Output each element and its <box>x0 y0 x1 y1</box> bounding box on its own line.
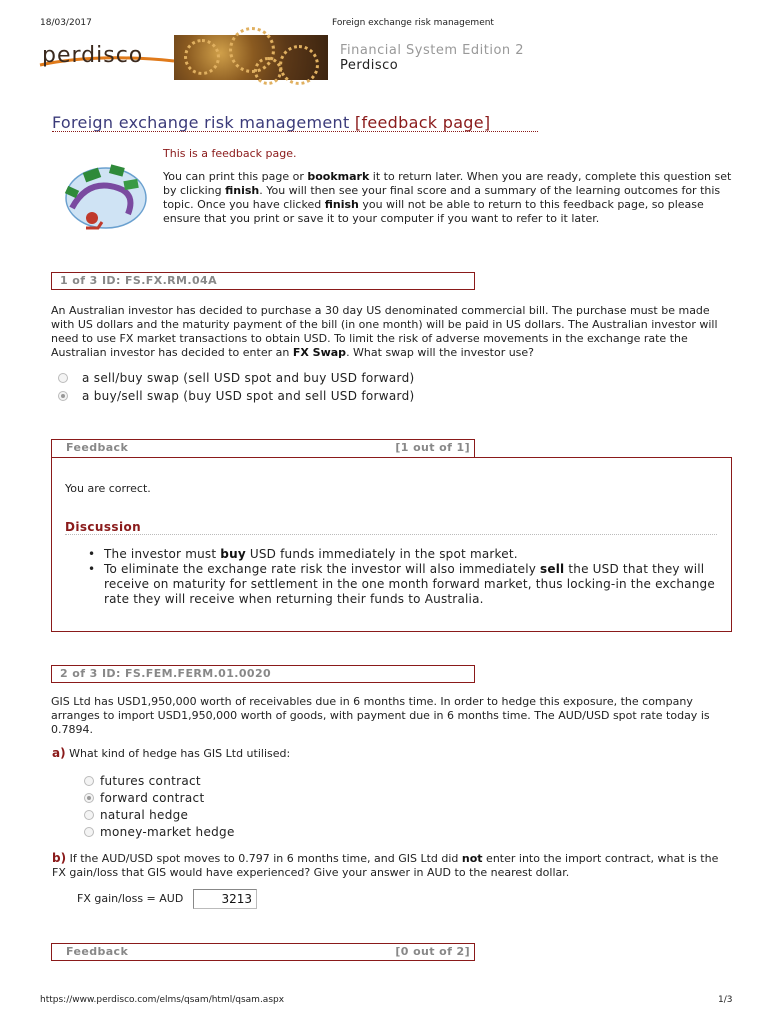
question-2-header: 2 of 3 ID: FS.FEM.FERM.01.0020 <box>51 665 475 683</box>
question-2b <box>52 851 732 880</box>
feedback-score: [1 out of 1] <box>395 441 470 454</box>
part-b-bold: not <box>461 852 483 865</box>
intro-bold-bookmark: bookmark <box>307 170 370 183</box>
question-2a <box>52 746 290 761</box>
heading-divider <box>52 131 538 132</box>
question-1-feedback-tab <box>51 439 475 457</box>
feedback-label: Feedback <box>66 945 129 958</box>
page-title-main: Foreign exchange risk management <box>52 113 350 132</box>
discussion-text: the USD that they will receive on maturity for settlement in the one month forward market, thus locking-in the exchange rate they will receive when returning their funds to Australia. <box>104 562 715 606</box>
radio-button-icon[interactable] <box>58 373 68 383</box>
logo-text: perdisco <box>42 43 144 68</box>
intro-text-2: it to return later. When you are ready, complete this question set by clicking <box>163 170 732 197</box>
fx-gain-loss-label: FX gain/loss = AUD <box>77 892 184 905</box>
intro-bold-finish: finish <box>225 184 260 197</box>
discussion-bold: sell <box>540 562 565 576</box>
question-1-option-2[interactable] <box>58 389 414 403</box>
discussion-list <box>88 547 718 607</box>
question-2a-option-2[interactable] <box>84 791 204 805</box>
page-title-suffix: [feedback page] <box>354 113 491 132</box>
part-a-letter: a) <box>52 746 66 760</box>
option-label: futures contract <box>100 774 201 788</box>
discussion-bold: buy <box>220 547 246 561</box>
question-1-option-1[interactable] <box>58 371 414 385</box>
intro-text-4: you will not be able to return to this feedback page, so please ensure that you print or save it to your computer if you want to refer to it later. <box>163 198 704 225</box>
question-1-text <box>51 304 736 360</box>
print-url: https://www.perdisco.com/elms/qsam/html/qsam.aspx <box>40 995 285 1005</box>
question-2a-option-3[interactable] <box>84 808 188 822</box>
edition-title: Financial System Edition 2 <box>340 43 525 58</box>
question-2-text: GIS Ltd has USD1,950,000 worth of receivables due in 6 months time. In order to hedge this exposure, the company arranges to import USD1,950,000 worth of goods, with payment due in 6 months time. The AUD/USD spot rate today is 0.7894. <box>51 695 710 736</box>
feedback-note: This is a feedback page. <box>163 147 297 160</box>
part-b-letter: b) <box>52 851 67 865</box>
print-page-number: 1/3 <box>718 995 733 1005</box>
option-label: a sell/buy swap (sell USD spot and buy USD forward) <box>82 371 415 385</box>
print-date: 18/03/2017 <box>40 18 92 28</box>
feedback-score: [0 out of 2] <box>395 945 470 958</box>
intro-paragraph <box>163 170 733 226</box>
question-2-feedback-tab <box>51 943 475 961</box>
question-1-text-a: An Australian investor has decided to purchase a 30 day US denominated commercial bill. The purchase must be made with US dollars and the maturity payment of the bill (in one month) will be paid in US dollars. The Australian investor will need to use FX market transactions to obtain USD. To limit the risk of adverse movements in the exchange rate the Australian investor has decided to enter an <box>51 304 718 359</box>
discussion-text: The investor must <box>104 547 221 561</box>
perdisco-logo[interactable] <box>38 35 176 80</box>
question-2a-option-4[interactable] <box>84 825 235 839</box>
radio-button-selected-icon[interactable] <box>84 793 94 803</box>
part-b-text-2: enter into the import contract, what is the FX gain/loss that GIS would have experienced? Give your answer in AUD to the nearest dollar. <box>52 852 719 879</box>
question-1-header: 1 of 3 ID: FS.FX.RM.04A <box>51 272 475 290</box>
intro-bold-finish-2: finish <box>324 198 359 211</box>
print-title: Foreign exchange risk management <box>332 18 494 28</box>
discussion-item <box>88 547 718 562</box>
page-title <box>52 113 490 132</box>
radio-button-icon[interactable] <box>84 810 94 820</box>
feedback-result: You are correct. <box>65 482 151 495</box>
part-a-question: What kind of hedge has GIS Ltd utilised: <box>69 747 291 760</box>
clipart-illustration-icon <box>58 158 154 234</box>
discussion-divider <box>65 534 717 535</box>
publisher-name: Perdisco <box>340 58 399 73</box>
fx-gain-loss-input[interactable]: 3213 <box>193 889 257 909</box>
discussion-item <box>88 562 718 607</box>
intro-text-1: You can print this page or <box>163 170 308 183</box>
question-2a-option-1[interactable] <box>84 774 201 788</box>
discussion-text: To eliminate the exchange rate risk the investor will also immediately <box>104 562 541 576</box>
radio-button-icon[interactable] <box>84 827 94 837</box>
intro-text-3: . You will then see your final score and a summary of the learning outcomes for this topic. Once you have clicked <box>163 184 721 211</box>
feedback-label: Feedback <box>66 441 129 454</box>
question-1-text-c: . What swap will the investor use? <box>346 346 535 359</box>
option-label: a buy/sell swap (buy USD spot and sell USD forward) <box>82 389 415 403</box>
option-label: money-market hedge <box>100 825 235 839</box>
gears-banner-image <box>174 35 328 80</box>
discussion-heading: Discussion <box>65 520 142 534</box>
part-b-text-1: If the AUD/USD spot moves to 0.797 in 6 months time, and GIS Ltd did <box>69 852 462 865</box>
radio-button-selected-icon[interactable] <box>58 391 68 401</box>
option-label: forward contract <box>100 791 205 805</box>
option-label: natural hedge <box>100 808 189 822</box>
radio-button-icon[interactable] <box>84 776 94 786</box>
discussion-text: USD funds immediately in the spot market. <box>245 547 518 561</box>
question-1-text-bold: FX Swap <box>292 346 347 359</box>
